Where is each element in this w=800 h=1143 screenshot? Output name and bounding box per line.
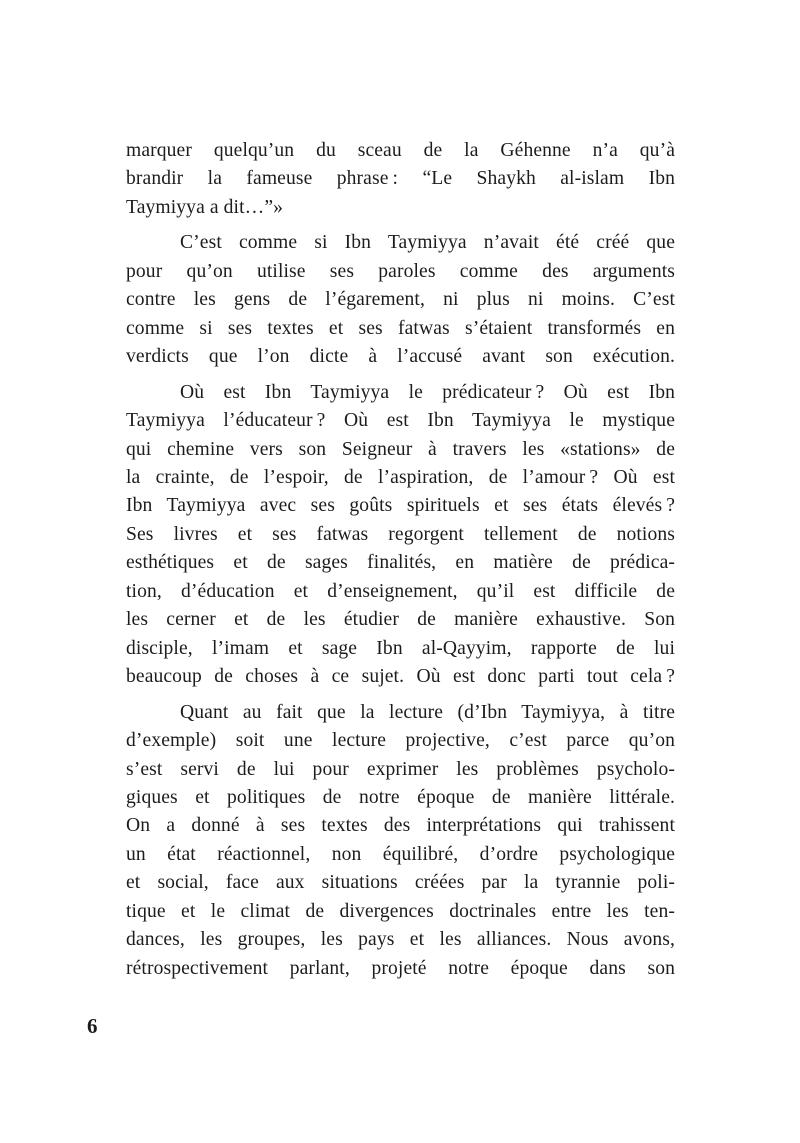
text-line: d’exemple) soit une lecture projective, c’est parce qu’on (126, 730, 675, 752)
text-line: brandir la fameuse phrase : “Le Shaykh al-islam Ibn (126, 168, 675, 190)
text-line: tion, d’éducation et d’enseignement, qu’il est difficile de (126, 580, 675, 602)
text-line: un état réactionnel, non équilibré, d’ordre psychologique (126, 843, 675, 865)
paragraph (126, 229, 675, 371)
text-line: esthétiques et de sages finalités, en matière de prédica- (126, 552, 675, 574)
paragraph (126, 699, 675, 984)
text-line: C’est comme si Ibn Taymiyya n’avait été créé que (180, 232, 675, 254)
text-line: Taymiyya l’éducateur ? Où est Ibn Taymiyya le mystique (126, 410, 675, 432)
text-line: dances, les groupes, les pays et les alliances. Nous avons, (126, 929, 675, 951)
text-line: Ibn Taymiyya avec ses goûts spirituels et ses états élevés ? (126, 495, 675, 517)
text-line: tique et le climat de divergences doctrinales entre les ten- (126, 900, 675, 922)
paragraph (126, 137, 675, 222)
text-line: contre les gens de l’égarement, ni plus ni moins. C’est (126, 289, 675, 311)
text-line: verdicts que l’on dicte à l’accusé avant son exécution. (126, 346, 675, 368)
text-line: pour qu’on utilise ses paroles comme des arguments (126, 260, 675, 282)
text-line: Où est Ibn Taymiyya le prédicateur ? Où est Ibn (180, 381, 675, 403)
text-line: giques et politiques de notre époque de manière littérale. (126, 786, 675, 808)
text-line: Quant au fait que la lecture (d’Ibn Taymiyya, à titre (180, 701, 675, 723)
text-line: On a donné à ses textes des interprétations qui trahissent (126, 815, 675, 837)
text-line: disciple, l’imam et sage Ibn al-Qayyim, rapporte de lui (126, 637, 675, 659)
text-line: Taymiyya a dit…”» (126, 196, 284, 218)
text-line: la crainte, de l’espoir, de l’aspiration, de l’amour ? Où est (126, 466, 675, 488)
page-number: 6 (87, 1014, 98, 1038)
text-line: les cerner et de les étudier de manière exhaustive. Son (126, 609, 675, 631)
text-line: qui chemine vers son Seigneur à travers les «stations» de (126, 438, 675, 460)
text-block (126, 137, 675, 983)
text-line: comme si ses textes et ses fatwas s’étaient transformés en (126, 317, 675, 339)
paragraph (126, 379, 675, 692)
text-line: beaucoup de choses à ce sujet. Où est donc parti tout cela ? (126, 666, 675, 688)
text-line: et social, face aux situations créées par la tyrannie poli- (126, 872, 675, 894)
text-line: rétrospectivement parlant, projeté notre époque dans son (126, 957, 675, 979)
text-line: marquer quelqu’un du sceau de la Géhenne n’a qu’à (126, 140, 675, 161)
text-line: s’est servi de lui pour exprimer les problèmes psycholo- (126, 758, 675, 780)
text-line: Ses livres et ses fatwas regorgent tellement de notions (126, 523, 675, 545)
